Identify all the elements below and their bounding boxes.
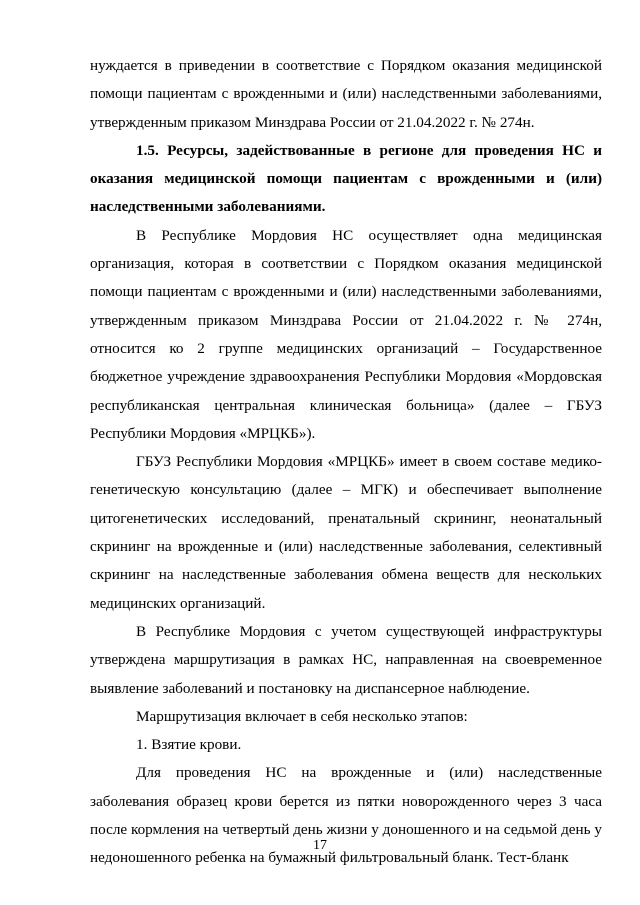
- paragraph-blood-sampling: Для проведения НС на врожденные и (или) наследственные заболевания образец крови берется из пятки новорожденного через 3 часа после кормления на четвертый день жизни у доношенного и на седьмой день у недоношенного ребенка на бумажный фильтровальный бланк. Тест-бланк: [90, 764, 602, 867]
- paragraph-mrckb: ГБУЗ Республики Мордовия «МРЦКБ» имеет в своем составе медико-генетическую консультацию (далее – МГК) и обеспечивает выполнение цитогенетических исследований, пренатальный скрининг, неонатальный скрининг на врожденные и (или) наследственные заболевания, селективный скрининг на наследственные заболевания обмена веществ для нескольких медицинских организаций.: [90, 453, 602, 612]
- paragraph-routing: В Республике Мордовия с учетом существующей инфраструктуры утверждена маршрутизация в рамках НС, направленная на своевременное выявление заболеваний и постановку на диспансерное наблюдение.: [90, 622, 602, 697]
- section-heading: 1.5. Ресурсы, задействованные в регионе для проведения НС и оказания медицинской помощи пациентам с врожденными и (или) наследственными заболеваниями.: [90, 141, 602, 216]
- page-number: 17: [313, 838, 327, 853]
- document-page: [90, 52, 602, 873]
- paragraph-stages-intro: Маршрутизация включает в себя несколько этапов:: [136, 707, 468, 725]
- paragraph-ns-organization: В Республике Мордовия НС осуществляет одна медицинская организация, которая в соответствии с Порядком оказания медицинской помощи пациентам с врожденными и (или) наследственными заболеваниями, утвержденным приказом Минздрава России от 21.04.2022 г. № 274н, относится ко 2 группе медицинских организаций – Государственное бюджетное учреждение здравоохранения Республики Мордовия «Мордовская республиканская центральная клиническая больница» (далее – ГБУЗ Республики Мордовия «МРЦКБ»).: [90, 226, 602, 442]
- paragraph-continuation: нуждается в приведении в соответствие с Порядком оказания медицинской помощи пациентам с врожденными и (или) наследственными заболеваниями, утвержденным приказом Минздрава России от 21.04.2022 г. № 274н.: [90, 57, 602, 131]
- list-item-blood-sampling: 1. Взятие крови.: [136, 736, 242, 754]
